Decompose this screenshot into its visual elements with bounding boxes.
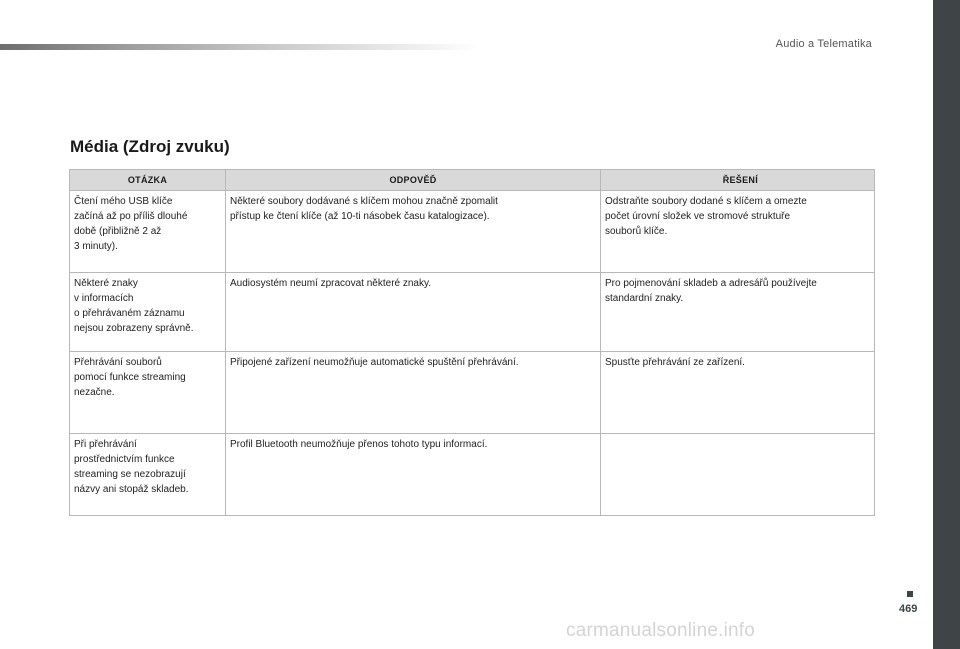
question-text: Přehrávání souborů pomocí funkce streaming nezačne.: [74, 357, 186, 398]
table-row: [70, 352, 875, 434]
table-row: [70, 434, 875, 516]
solution-cell: [601, 352, 875, 434]
table-row: [70, 191, 875, 273]
column-header-answer: ODPOVĚĎ: [226, 170, 601, 191]
solution-cell: [601, 191, 875, 273]
section-name: Audio a Telematika: [775, 38, 872, 50]
question-text: Některé znaky v informacích o přehrávaném záznamu nejsou zobrazeny správně.: [74, 278, 194, 334]
answer-text: Připojené zařízení neumožňuje automatické spuštění přehrávání.: [230, 357, 519, 368]
page-title: Média (Zdroj zvuku): [70, 137, 230, 156]
table-header-row: [70, 170, 875, 191]
question-text: Při přehrávání prostřednictvím funkce streaming se nezobrazují názvy ani stopáž skladeb.: [74, 439, 189, 495]
solution-text: Spusťte přehrávání ze zařízení.: [605, 357, 745, 368]
answer-cell: [226, 191, 601, 273]
question-cell: [70, 191, 226, 273]
answer-text: Některé soubory dodávané s klíčem mohou značně zpomalit přístup ke čtení klíče (až 10-ti násobek času katalogizace).: [230, 196, 498, 222]
question-cell: [70, 352, 226, 434]
solution-cell: [601, 434, 875, 516]
answer-text: Audiosystém neumí zpracovat některé znaky.: [230, 278, 432, 289]
page-marker-square: [907, 591, 913, 597]
answer-cell: [226, 434, 601, 516]
table-row: [70, 273, 875, 352]
solution-text: Pro pojmenování skladeb a adresářů používejte standardní znaky.: [605, 278, 817, 304]
answer-text: Profil Bluetooth neumožňuje přenos tohoto typu informací.: [230, 439, 488, 450]
faq-table: [69, 169, 875, 516]
question-cell: [70, 273, 226, 352]
side-tab-bar: [933, 0, 960, 649]
solution-text: Odstraňte soubory dodané s klíčem a omezte počet úrovní složek ve stromové struktuře souborů klíče.: [605, 196, 807, 237]
answer-cell: [226, 352, 601, 434]
column-header-question: OTÁZKA: [70, 170, 226, 191]
answer-cell: [226, 273, 601, 352]
column-header-solution: ŘEŠENÍ: [601, 170, 875, 191]
solution-cell: [601, 273, 875, 352]
watermark-text: carmanualsonline.info: [566, 620, 756, 641]
question-cell: [70, 434, 226, 516]
page-number: 469: [899, 603, 918, 615]
header-gradient-bar: [0, 44, 480, 50]
question-text: Čtení mého USB klíče začíná až po příliš dlouhé době (přibližně 2 až 3 minuty).: [74, 196, 188, 252]
